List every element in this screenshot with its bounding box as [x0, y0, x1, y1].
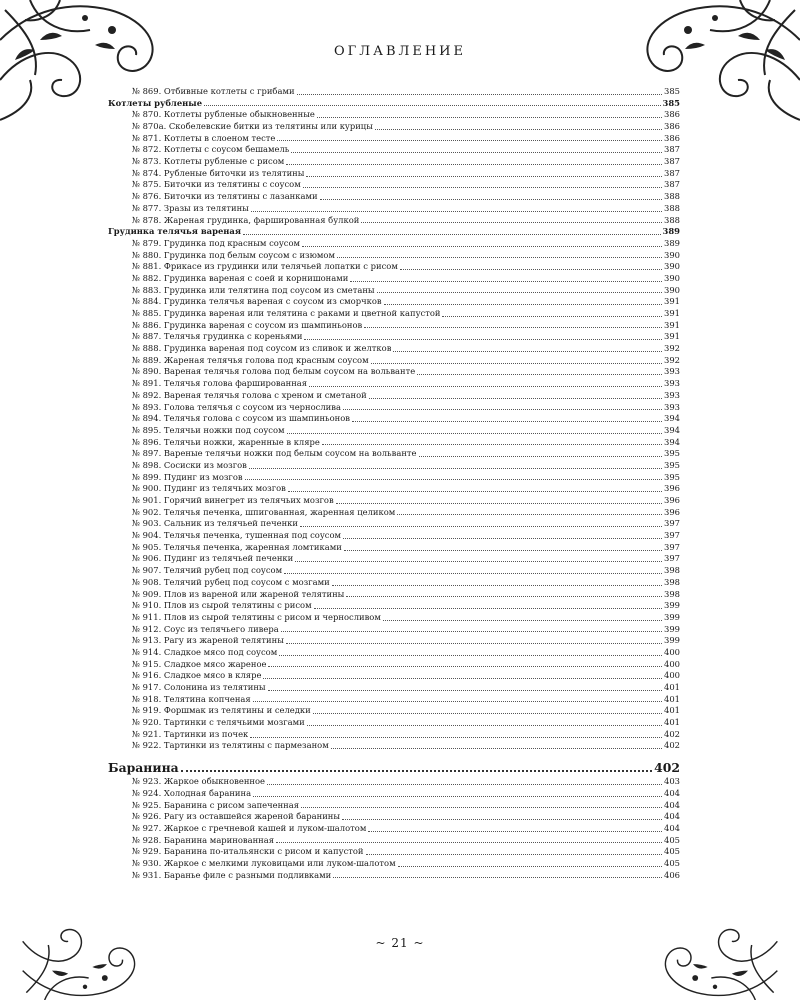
dot-leader: [368, 831, 662, 832]
dot-leader: [253, 701, 662, 702]
toc-entry-title: № 885. Грудинка вареная или телятина с раками и цветной капустой: [132, 308, 441, 319]
toc-page-number: 394: [664, 424, 680, 435]
toc-entry-title: № 898. Сосиски из мозгов: [132, 460, 247, 470]
toc-row[interactable]: [108, 121, 680, 133]
toc-page-number: 406: [664, 869, 680, 880]
toc-entry-title: № 907. Телячий рубец под соусом: [132, 565, 283, 576]
toc-entry-title: № 925. Баранина с рисом запеченная: [132, 799, 300, 810]
toc-entry-title: № 917. Солонина из телятины: [132, 682, 266, 693]
toc-entry-title: № 915. Сладкое мясо жареное: [132, 658, 267, 669]
toc-entry-title: № 914. Сладкое мясо под соусом: [132, 647, 278, 657]
dot-leader: [346, 596, 662, 597]
toc-page-number: 404: [664, 787, 680, 798]
dot-leader: [333, 877, 662, 878]
toc-entry-title: № 888. Грудинка вареная под соусом из сливок и желтков: [132, 343, 392, 354]
toc-row[interactable]: [108, 378, 680, 390]
toc-row[interactable]: [108, 788, 680, 800]
toc-row[interactable]: [108, 577, 680, 589]
dot-leader: [295, 561, 662, 562]
toc-row[interactable]: [108, 682, 680, 694]
toc-row[interactable]: [108, 250, 680, 262]
toc-entry-title: № 879. Грудинка под красным соусом: [132, 237, 300, 248]
toc-row[interactable]: [108, 448, 680, 460]
dot-leader: [442, 316, 662, 317]
toc-entry-title: № 919. Форшмак из телятины и селедки: [132, 705, 311, 716]
toc-entry-title: Баранина: [108, 760, 179, 776]
toc-entry-title: № 931. Баранье филе с разными подливками: [132, 869, 332, 880]
toc-entry-title: № 887. Телячья грудинка с кореньями: [132, 331, 303, 342]
toc-page-number: 397: [664, 553, 680, 564]
toc-page-number: 399: [664, 635, 680, 646]
toc-page-number: 389: [664, 237, 680, 248]
toc-row[interactable]: [108, 518, 680, 530]
dot-leader: [417, 374, 662, 375]
toc-entry-title: № 870а. Скобелевские битки из телятины или курицы: [132, 121, 373, 132]
toc-page-number: 400: [664, 670, 680, 681]
toc-entry-title: № 876. Биточки из телятины с лазанками: [132, 191, 318, 202]
toc-section-row[interactable]: [108, 226, 680, 238]
page-number: ~ 21 ~: [375, 936, 425, 950]
dot-leader: [364, 327, 662, 328]
toc-row[interactable]: [108, 589, 680, 601]
toc-entry-title: № 923. Жаркое обыкновенное: [132, 776, 265, 787]
toc-row[interactable]: [108, 460, 680, 472]
toc-page-number: 391: [664, 319, 680, 330]
toc-entry-title: № 902. Телячья печенка, шпигованная, жаренная целиком: [132, 506, 396, 517]
toc-row[interactable]: [108, 542, 680, 554]
toc-page-number: 390: [664, 261, 680, 272]
toc-entry-title: № 896. Телячьи ножки, жаренные в кляре: [132, 436, 320, 447]
toc-entry-title: № 926. Рагу из оставшейся жареной баранины: [132, 811, 341, 822]
toc-row[interactable]: [108, 800, 680, 812]
toc-row[interactable]: [108, 823, 680, 835]
toc-page-number: 396: [664, 483, 680, 494]
toc-page-number: 398: [664, 588, 680, 599]
toc-page-number: 388: [664, 202, 680, 213]
dot-leader: [317, 117, 662, 118]
toc-entry-title: № 910. Плов из сырой телятины с рисом: [132, 600, 312, 611]
toc-page-number: 385: [662, 97, 680, 108]
toc-page-number: 402: [654, 760, 680, 776]
toc-page-number: 387: [664, 144, 680, 155]
toc-row[interactable]: [108, 717, 680, 729]
toc-row[interactable]: [108, 355, 680, 367]
toc-row[interactable]: [108, 320, 680, 332]
dot-leader: [314, 608, 662, 609]
toc-row[interactable]: [108, 659, 680, 671]
toc-section-row[interactable]: [108, 98, 680, 110]
toc-page-number: 404: [664, 799, 680, 810]
toc-row[interactable]: [108, 741, 680, 753]
toc-row[interactable]: [108, 811, 680, 823]
toc-page-number: 397: [664, 530, 680, 541]
toc-row[interactable]: [108, 624, 680, 636]
toc-page-number: 397: [664, 541, 680, 552]
toc-entry-title: № 893. Голова телячья с соусом из чернослива: [132, 401, 341, 412]
dot-leader: [243, 234, 661, 235]
dot-leader: [300, 526, 662, 527]
dot-leader: [375, 129, 662, 130]
toc-row[interactable]: [108, 870, 680, 882]
toc-row[interactable]: [108, 705, 680, 717]
table-of-contents: [108, 86, 680, 881]
page-title: ОГЛАВЛЕНИЕ: [333, 44, 466, 59]
dot-leader: [419, 456, 663, 457]
toc-row[interactable]: [108, 133, 680, 145]
dot-leader: [371, 363, 662, 364]
toc-row[interactable]: [108, 600, 680, 612]
toc-row[interactable]: [108, 343, 680, 355]
toc-page-number: 388: [664, 191, 680, 202]
toc-page-number: 390: [664, 249, 680, 260]
dot-leader: [267, 784, 662, 785]
toc-row[interactable]: [108, 729, 680, 741]
toc-page-number: 386: [664, 132, 680, 143]
dot-leader: [181, 770, 652, 772]
dot-leader: [393, 351, 662, 352]
toc-row[interactable]: [108, 367, 680, 379]
toc-entry-title: № 897. Вареные телячьи ножки под белым соусом на вольванте: [132, 448, 417, 459]
toc-entry-title: № 873. Котлеты рубленые с рисом: [132, 156, 285, 167]
toc-page-number: 398: [664, 565, 680, 576]
toc-entry-title: № 909. Плов из вареной или жареной телятины: [132, 588, 345, 599]
toc-page-number: 400: [664, 647, 680, 657]
toc-page-number: 385: [664, 86, 680, 96]
toc-entry-title: № 877. Зразы из телятины: [132, 202, 249, 213]
dot-leader: [352, 421, 662, 422]
dot-leader: [397, 514, 662, 515]
toc-entry-title: № 921. Тартинки из почек: [132, 728, 249, 739]
dot-leader: [304, 339, 662, 340]
toc-row[interactable]: [108, 483, 680, 495]
toc-entry-title: № 911. Плов из сырой телятины с рисом и черносливом: [132, 611, 381, 622]
toc-page-number: 402: [664, 728, 680, 739]
toc-page-number: 400: [664, 658, 680, 669]
toc-entry-title: Котлеты рубленые: [108, 97, 203, 108]
toc-row[interactable]: [108, 437, 680, 449]
toc-entry-title: № 882. Грудинка вареная с соей и корнишонами: [132, 273, 349, 283]
toc-entry-title: № 881. Фрикасе из грудинки или телячьей лопатки с рисом: [132, 261, 398, 272]
toc-page-number: 390: [664, 284, 680, 295]
toc-page-number: 397: [664, 518, 680, 529]
dot-leader: [250, 737, 662, 738]
toc-row[interactable]: [108, 203, 680, 215]
toc-row[interactable]: [108, 846, 680, 858]
dot-leader: [251, 211, 662, 212]
toc-row[interactable]: [108, 635, 680, 647]
toc-row[interactable]: [108, 472, 680, 484]
dot-leader: [204, 105, 660, 106]
dot-leader: [286, 643, 662, 644]
dot-leader: [277, 140, 662, 141]
toc-entry-title: № 916. Сладкое мясо в кляре: [132, 670, 262, 681]
toc-page-number: 404: [664, 811, 680, 822]
dot-leader: [322, 444, 662, 445]
dot-leader: [344, 550, 662, 551]
toc-page-number: 395: [664, 471, 680, 482]
toc-page-number: 401: [664, 705, 680, 716]
toc-row[interactable]: [108, 285, 680, 297]
toc-page-number: 390: [664, 273, 680, 283]
toc-row[interactable]: [108, 191, 680, 203]
toc-entry-title: № 924. Холодная баранина: [132, 787, 252, 798]
toc-row[interactable]: [108, 835, 680, 847]
toc-row[interactable]: [108, 413, 680, 425]
toc-row[interactable]: [108, 858, 680, 870]
toc-page-number: 393: [664, 389, 680, 400]
dot-leader: [284, 573, 662, 574]
toc-row[interactable]: [108, 296, 680, 308]
toc-row[interactable]: [108, 425, 680, 437]
toc-page-number: 402: [664, 740, 680, 751]
toc-entry-title: № 901. Горячий винегрет из телячьих мозгов: [132, 495, 334, 506]
toc-page-number: 401: [664, 717, 680, 728]
toc-entry-title: № 883. Грудинка или телятина под соусом из сметаны: [132, 284, 375, 295]
toc-entry-title: № 889. Жареная телячья голова под красным соусом: [132, 354, 369, 365]
toc-entry-title: № 894. Телячья голова с соусом из шампиньонов: [132, 413, 350, 424]
toc-entry-title: № 895. Телячьи ножки под соусом: [132, 424, 285, 435]
dot-leader: [366, 854, 662, 855]
toc-entry-title: Грудинка телячья вареная: [108, 226, 242, 237]
toc-row[interactable]: [108, 308, 680, 320]
toc-page-number: 393: [664, 401, 680, 412]
toc-entry-title: № 927. Жаркое с гречневой кашей и луком-шалотом: [132, 822, 367, 833]
toc-entry-title: № 905. Телячья печенка, жаренная ломтиками: [132, 541, 342, 552]
toc-row[interactable]: [108, 495, 680, 507]
toc-section-row[interactable]: [108, 759, 680, 776]
toc-page-number: 405: [664, 858, 680, 868]
toc-entry-title: № 903. Сальник из телячьей печенки: [132, 518, 298, 529]
toc-page-number: 394: [664, 436, 680, 447]
toc-entry-title: № 918. Телятина копченая: [132, 693, 251, 704]
dot-leader: [306, 176, 662, 177]
toc-entry-title: № 920. Тартинки с телячьими мозгами: [132, 717, 305, 728]
toc-page-number: 396: [664, 506, 680, 517]
dot-leader: [337, 257, 662, 258]
dot-leader: [398, 866, 662, 867]
toc-entry-title: № 913. Рагу из жареной телятины: [132, 635, 284, 646]
toc-row[interactable]: [108, 273, 680, 285]
toc-row[interactable]: [108, 86, 680, 98]
toc-row[interactable]: [108, 612, 680, 624]
dot-leader: [332, 585, 662, 586]
dot-leader: [288, 491, 662, 492]
dot-leader: [253, 796, 662, 797]
dot-leader: [286, 164, 662, 165]
dot-leader: [297, 94, 662, 95]
dot-leader: [384, 304, 662, 305]
toc-entry-title: № 878. Жареная грудинка, фаршированная булкой: [132, 214, 360, 225]
toc-page-number: 386: [664, 109, 680, 120]
toc-row[interactable]: [108, 180, 680, 192]
dot-leader: [309, 386, 662, 387]
toc-page-number: 392: [664, 354, 680, 365]
toc-page-number: 396: [664, 495, 680, 506]
dot-leader: [249, 468, 662, 469]
dot-leader: [263, 678, 662, 679]
toc-row[interactable]: [108, 144, 680, 156]
toc-entry-title: № 906. Пудинг из телячьей печенки: [132, 553, 294, 564]
toc-entry-title: № 904. Телячья печенка, тушенная под соусом: [132, 530, 342, 541]
toc-page-number: 395: [664, 448, 680, 459]
dot-leader: [313, 713, 662, 714]
toc-entry-title: № 892. Вареная телячья голова с хреном и сметаной: [132, 389, 367, 400]
dot-leader: [245, 479, 662, 480]
toc-row[interactable]: [108, 647, 680, 659]
dot-leader: [383, 620, 662, 621]
dot-leader: [336, 503, 662, 504]
toc-entry-title: № 922. Тартинки из телятины с пармезаном: [132, 740, 329, 751]
toc-page-number: 403: [664, 776, 680, 787]
toc-entry-title: № 929. Баранина по-итальянски с рисом и капустой: [132, 846, 364, 857]
toc-page-number: 392: [664, 343, 680, 354]
toc-page-number: 391: [664, 296, 680, 307]
toc-page-number: 399: [664, 611, 680, 622]
toc-page-number: 391: [664, 331, 680, 342]
toc-row[interactable]: [108, 238, 680, 250]
toc-entry-title: № 891. Телячья голова фаршированная: [132, 378, 308, 389]
toc-entry-title: № 908. Телячий рубец под соусом с мозгами: [132, 576, 330, 587]
toc-entry-title: № 900. Пудинг из телячьих мозгов: [132, 483, 286, 494]
toc-row[interactable]: [108, 261, 680, 273]
toc-entry-title: № 880. Грудинка под белым соусом с изюмом: [132, 249, 335, 260]
dot-leader: [307, 725, 662, 726]
toc-entry-title: № 871. Котлеты в слоеном тесте: [132, 132, 276, 143]
toc-entry-title: № 872. Котлеты с соусом бешамель: [132, 144, 290, 155]
toc-entry-title: № 930. Жаркое с мелкими луковицами или луком-шалотом: [132, 858, 396, 868]
dot-leader: [400, 269, 662, 270]
toc-row[interactable]: [108, 168, 680, 180]
toc-page-number: 388: [664, 214, 680, 225]
toc-page-number: 393: [664, 378, 680, 389]
toc-page-number: 389: [662, 226, 680, 237]
dot-leader: [279, 655, 662, 656]
toc-entry-title: № 886. Грудинка вареная с соусом из шампиньонов: [132, 319, 363, 330]
toc-page-number: 386: [664, 121, 680, 132]
toc-page-number: 387: [664, 156, 680, 167]
dot-leader: [369, 398, 662, 399]
dot-leader: [287, 433, 662, 434]
dot-leader: [291, 152, 662, 153]
toc-entry-title: № 912. Соус из телячьего ливера: [132, 623, 279, 634]
dot-leader: [276, 842, 662, 843]
toc-page-number: 401: [664, 682, 680, 693]
toc-row[interactable]: [108, 215, 680, 227]
dot-leader: [301, 807, 662, 808]
dot-leader: [343, 409, 662, 410]
toc-page-number: 391: [664, 308, 680, 319]
toc-entry-title: № 884. Грудинка телячья вареная с соусом из сморчков: [132, 296, 382, 307]
toc-row[interactable]: [108, 390, 680, 402]
dot-leader: [331, 748, 662, 749]
dot-leader: [268, 690, 662, 691]
toc-page-number: 387: [664, 179, 680, 190]
toc-page-number: 399: [664, 600, 680, 611]
dot-leader: [361, 222, 662, 223]
toc-entry-title: № 869. Отбивные котлеты с грибами: [132, 86, 295, 96]
toc-entry-title: № 890. Вареная телячья голова под белым соусом на вольванте: [132, 366, 416, 377]
toc-row[interactable]: [108, 530, 680, 542]
toc-page-number: 395: [664, 460, 680, 470]
toc-page-number: 394: [664, 413, 680, 424]
dot-leader: [342, 819, 662, 820]
toc-row[interactable]: [108, 507, 680, 519]
toc-row[interactable]: [108, 776, 680, 788]
toc-page-number: 393: [664, 366, 680, 377]
dot-leader: [350, 281, 662, 282]
toc-page-number: 401: [664, 693, 680, 704]
toc-row[interactable]: [108, 694, 680, 706]
toc-row[interactable]: [108, 402, 680, 414]
toc-row[interactable]: [108, 670, 680, 682]
toc-entry-title: № 870. Котлеты рубленые обыкновенные: [132, 109, 315, 120]
toc-row[interactable]: [108, 554, 680, 566]
dot-leader: [377, 292, 662, 293]
dot-leader: [302, 246, 662, 247]
toc-row[interactable]: [108, 331, 680, 343]
dot-leader: [303, 187, 662, 188]
toc-row[interactable]: [108, 156, 680, 168]
dot-leader: [268, 666, 662, 667]
toc-row[interactable]: [108, 109, 680, 121]
toc-entry-title: № 928. Баранина маринованная: [132, 834, 275, 845]
toc-page-number: 404: [664, 822, 680, 833]
dot-leader: [343, 538, 662, 539]
dot-leader: [281, 631, 662, 632]
toc-entry-title: № 874. Рубленые биточки из телятины: [132, 167, 305, 178]
toc-page-number: 387: [664, 167, 680, 178]
toc-entry-title: № 899. Пудинг из мозгов: [132, 471, 243, 482]
toc-page-number: 405: [664, 834, 680, 845]
toc-page-number: 398: [664, 576, 680, 587]
toc-row[interactable]: [108, 565, 680, 577]
toc-entry-title: № 875. Биточки из телятины с соусом: [132, 179, 301, 190]
dot-leader: [320, 199, 662, 200]
toc-page-number: 399: [664, 623, 680, 634]
toc-page-number: 405: [664, 846, 680, 857]
